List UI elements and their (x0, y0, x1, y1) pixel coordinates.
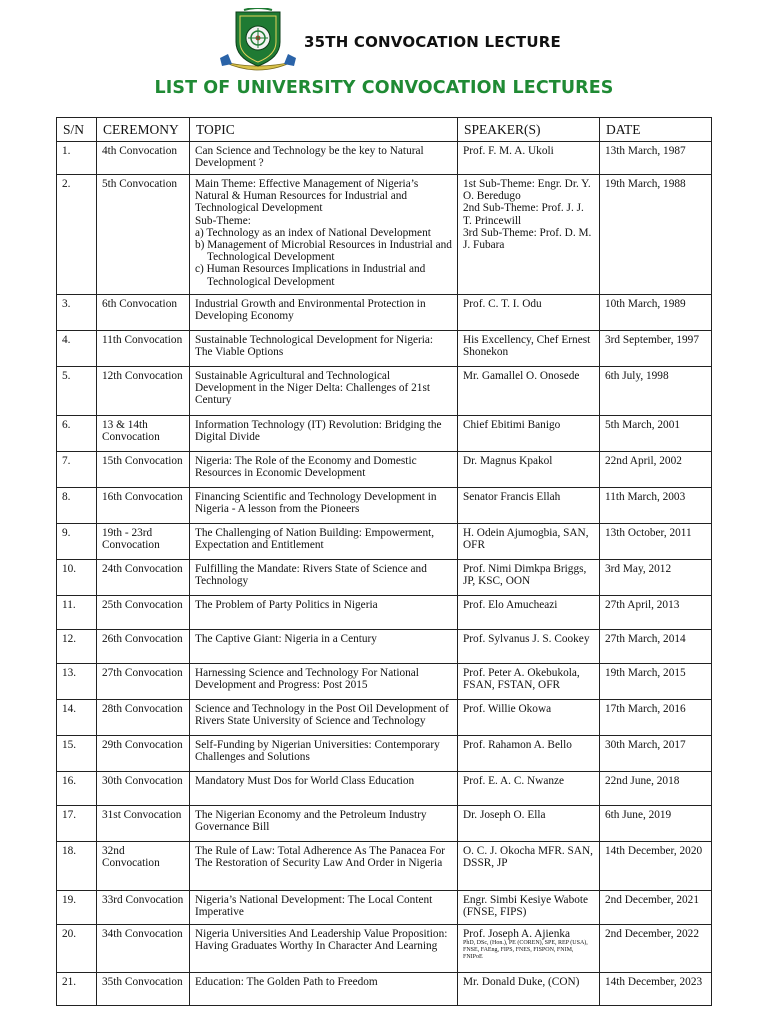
topic-line: Mandatory Must Dos for World Class Education (195, 775, 415, 787)
cell-topic (190, 295, 458, 331)
cell-sn: 6. (57, 416, 97, 452)
header-ceremony: CEREMONY (97, 118, 190, 142)
cell-speaker (458, 630, 600, 664)
cell-sn: 2. (57, 175, 97, 295)
cell-speaker (458, 700, 600, 736)
cell-topic (190, 596, 458, 630)
cell-ceremony: 30th Convocation (97, 772, 190, 806)
cell-ceremony: 25th Convocation (97, 596, 190, 630)
cell-ceremony: 28th Convocation (97, 700, 190, 736)
table-row (57, 891, 712, 925)
cell-ceremony: 19th - 23rd Convocation (97, 524, 190, 560)
cell-date: 13th October, 2011 (600, 524, 712, 560)
cell-sn: 13. (57, 664, 97, 700)
speaker-line: Prof. Joseph A. Ajienka (463, 928, 571, 940)
table-row (57, 630, 712, 664)
speaker-line: 3rd Sub-Theme: Prof. D. M. J. Fubara (463, 226, 592, 252)
topic-line: Nigeria: The Role of the Economy and Domestic Resources in Economic Development (195, 455, 417, 480)
cell-sn: 1. (57, 142, 97, 175)
cell-date: 14th December, 2023 (600, 973, 712, 1006)
list-title: LIST OF UNIVERSITY CONVOCATION LECTURES (154, 78, 614, 98)
cell-sn: 18. (57, 842, 97, 891)
table-row (57, 925, 712, 973)
cell-sn: 15. (57, 736, 97, 772)
table-row (57, 452, 712, 488)
cell-date: 11th March, 2003 (600, 488, 712, 524)
cell-topic (190, 524, 458, 560)
speaker-line: Dr. Magnus Kpakol (463, 455, 553, 467)
topic-line: The Problem of Party Politics in Nigeria (195, 599, 378, 611)
cell-ceremony: 15th Convocation (97, 452, 190, 488)
speaker-line: 1st Sub-Theme: Engr. Dr. Y. O. Beredugo (463, 178, 591, 203)
speaker-line: Prof. F. M. A. Ukoli (463, 145, 554, 157)
topic-line: Self-Funding by Nigerian Universities: Contemporary Challenges and Solutions (195, 739, 440, 764)
cell-topic (190, 488, 458, 524)
header-sn: S/N (57, 118, 97, 142)
cell-speaker (458, 295, 600, 331)
cell-sn: 7. (57, 452, 97, 488)
table-row (57, 367, 712, 416)
table-row (57, 806, 712, 842)
cell-date: 27th April, 2013 (600, 596, 712, 630)
cell-topic (190, 416, 458, 452)
cell-speaker (458, 175, 600, 295)
table-row (57, 295, 712, 331)
cell-ceremony: 5th Convocation (97, 175, 190, 295)
cell-sn: 21. (57, 973, 97, 1006)
speaker-line: O. C. J. Okocha MFR. SAN, DSSR, JP (463, 845, 593, 870)
speaker-line: Prof. E. A. C. Nwanze (463, 775, 565, 787)
cell-ceremony: 12th Convocation (97, 367, 190, 416)
cell-topic (190, 700, 458, 736)
cell-ceremony: 6th Convocation (97, 295, 190, 331)
cell-speaker (458, 367, 600, 416)
cell-date: 27th March, 2014 (600, 630, 712, 664)
table-row (57, 596, 712, 630)
topic-line: The Nigerian Economy and the Petroleum Industry Governance Bill (195, 809, 427, 834)
cell-topic (190, 367, 458, 416)
table-row (57, 700, 712, 736)
cell-topic (190, 452, 458, 488)
cell-speaker (458, 664, 600, 700)
cell-ceremony: 11th Convocation (97, 331, 190, 367)
cell-speaker (458, 772, 600, 806)
cell-topic (190, 842, 458, 891)
cell-speaker (458, 736, 600, 772)
cell-sn: 8. (57, 488, 97, 524)
cell-topic (190, 630, 458, 664)
table-row (57, 488, 712, 524)
cell-ceremony: 29th Convocation (97, 736, 190, 772)
topic-line: a) Technology as an index of National Development (195, 226, 431, 239)
cell-speaker (458, 452, 600, 488)
table-header-row (57, 118, 712, 142)
cell-date: 5th March, 2001 (600, 416, 712, 452)
cell-sn: 17. (57, 806, 97, 842)
speaker-line: Prof. Elo Amucheazi (463, 599, 558, 611)
cell-sn: 11. (57, 596, 97, 630)
cell-speaker (458, 331, 600, 367)
cell-ceremony: 35th Convocation (97, 973, 190, 1006)
topic-line: Harnessing Science and Technology For National Development and Progress: Post 2015 (195, 667, 419, 692)
table-row (57, 142, 712, 175)
topic-line: Nigeria’s National Development: The Local Content Imperative (195, 894, 433, 919)
topic-line: Science and Technology in the Post Oil Development of Rivers State University of Science and Technology (195, 703, 449, 728)
topic-line: Sustainable Agricultural and Technological Development in the Niger Delta: Challenges of 21st Century (195, 370, 430, 407)
cell-ceremony: 27th Convocation (97, 664, 190, 700)
header-speakers: SPEAKER(S) (458, 118, 600, 142)
cell-topic (190, 736, 458, 772)
topic-line: Can Science and Technology be the key to Natural Development ? (195, 145, 424, 170)
cell-speaker (458, 560, 600, 596)
speaker-line: H. Odein Ajumogbia, SAN, OFR (463, 527, 589, 552)
speaker-line: 2nd Sub-Theme: Prof. J. J. T. Princewill (463, 202, 584, 227)
cell-date: 22nd June, 2018 (600, 772, 712, 806)
table-row (57, 664, 712, 700)
cell-speaker (458, 416, 600, 452)
speaker-line: Mr. Donald Duke, (CON) (463, 976, 580, 988)
cell-sn: 3. (57, 295, 97, 331)
speaker-line: Prof. Peter A. Okebukola, FSAN, FSTAN, OFR (463, 667, 580, 692)
cell-sn: 9. (57, 524, 97, 560)
cell-topic (190, 664, 458, 700)
cell-topic (190, 560, 458, 596)
topic-line: Main Theme: Effective Management of Nigeria’s Natural & Human Resources for Industrial and Technological Development (195, 178, 419, 215)
topic-line: Information Technology (IT) Revolution: Bridging the Digital Divide (195, 419, 442, 444)
topic-line: Nigeria Universities And Leadership Value Proposition: Having Graduates Worthy In Character And Learning (195, 928, 448, 953)
cell-date: 22nd April, 2002 (600, 452, 712, 488)
cell-ceremony: 34th Convocation (97, 925, 190, 973)
topic-line: The Challenging of Nation Building: Empowerment, Expectation and Entitlement (195, 527, 435, 552)
topic-line: Sustainable Technological Development for Nigeria: The Viable Options (195, 334, 434, 359)
speaker-line: Prof. Sylvanus J. S. Cookey (463, 633, 590, 645)
cell-date: 6th June, 2019 (600, 806, 712, 842)
speaker-line: Senator Francis Ellah (463, 491, 561, 503)
speaker-line: Prof. Willie Okowa (463, 703, 552, 715)
table-row (57, 842, 712, 891)
page-title: 35TH CONVOCATION LECTURE (304, 33, 561, 51)
speaker-line: Prof. Rahamon A. Bello (463, 739, 572, 751)
cell-topic (190, 331, 458, 367)
cell-speaker (458, 891, 600, 925)
table-row (57, 416, 712, 452)
topic-line: The Captive Giant: Nigeria in a Century (195, 633, 377, 645)
cell-topic (190, 142, 458, 175)
topic-line: Sub-Theme: (195, 214, 251, 227)
cell-topic (190, 806, 458, 842)
cell-date: 3rd May, 2012 (600, 560, 712, 596)
cell-sn: 20. (57, 925, 97, 973)
cell-speaker (458, 842, 600, 891)
cell-topic (190, 973, 458, 1006)
cell-date: 19th March, 1988 (600, 175, 712, 295)
topic-line: Education: The Golden Path to Freedom (195, 976, 378, 988)
table-row (57, 973, 712, 1006)
speaker-line: His Excellency, Chef Ernest Shonekon (463, 334, 591, 359)
cell-speaker (458, 596, 600, 630)
cell-date: 2nd December, 2022 (600, 925, 712, 973)
speaker-line: Chief Ebitimi Banigo (463, 419, 561, 431)
table-row (57, 772, 712, 806)
cell-ceremony: 13 & 14th Convocation (97, 416, 190, 452)
header-topic: TOPIC (190, 118, 458, 142)
cell-date: 6th July, 1998 (600, 367, 712, 416)
topic-line: c) Human Resources Implications in Industrial and Technological Development (195, 263, 426, 288)
cell-date: 3rd September, 1997 (600, 331, 712, 367)
cell-topic (190, 925, 458, 973)
speaker-credentials: PhD, DSc, (Hon.), PE (COREN), SPE, REP (USA), FNSE, FAEng, FIPS, FNES, FISPON, FNIM, FNIPoE (463, 940, 588, 961)
table-row (57, 524, 712, 560)
cell-ceremony: 33rd Convocation (97, 891, 190, 925)
header-date: DATE (600, 118, 712, 142)
cell-date: 10th March, 1989 (600, 295, 712, 331)
cell-date: 2nd December, 2021 (600, 891, 712, 925)
cell-ceremony: 26th Convocation (97, 630, 190, 664)
cell-speaker (458, 806, 600, 842)
table-row (57, 175, 712, 295)
speaker-line: Engr. Simbi Kesiye Wabote (FNSE, FIPS) (463, 894, 589, 919)
table-row (57, 736, 712, 772)
cell-sn: 10. (57, 560, 97, 596)
table-row (57, 331, 712, 367)
cell-topic (190, 772, 458, 806)
cell-speaker (458, 142, 600, 175)
speaker-line: Mr. Gamallel O. Onosede (463, 370, 580, 382)
cell-sn: 19. (57, 891, 97, 925)
speaker-line: Dr. Joseph O. Ella (463, 809, 546, 821)
speaker-line: Prof. Nimi Dimkpa Briggs, JP, KSC, OON (463, 563, 587, 588)
speaker-line: Prof. C. T. I. Odu (463, 298, 542, 310)
table-body (57, 142, 712, 1006)
topic-line: Fulfilling the Mandate: Rivers State of Science and Technology (195, 563, 427, 588)
topic-line: Financing Scientific and Technology Development in Nigeria - A lesson from the Pioneers (195, 491, 437, 516)
cell-ceremony: 31st Convocation (97, 806, 190, 842)
cell-ceremony: 16th Convocation (97, 488, 190, 524)
cell-date: 14th December, 2020 (600, 842, 712, 891)
cell-date: 13th March, 1987 (600, 142, 712, 175)
cell-date: 30th March, 2017 (600, 736, 712, 772)
cell-speaker (458, 973, 600, 1006)
table-row (57, 560, 712, 596)
topic-line: Industrial Growth and Environmental Protection in Developing Economy (195, 298, 426, 323)
cell-sn: 16. (57, 772, 97, 806)
topic-line: b) Management of Microbial Resources in Industrial and Technological Development (195, 239, 452, 264)
cell-ceremony: 24th Convocation (97, 560, 190, 596)
cell-ceremony: 32nd Convocation (97, 842, 190, 891)
cell-ceremony: 4th Convocation (97, 142, 190, 175)
cell-speaker (458, 524, 600, 560)
cell-sn: 4. (57, 331, 97, 367)
cell-speaker (458, 925, 600, 973)
cell-sn: 12. (57, 630, 97, 664)
cell-speaker (458, 488, 600, 524)
university-crest-logo (218, 8, 298, 74)
topic-line: The Rule of Law: Total Adherence As The Panacea For The Restoration of Security Law And Order in Nigeria (195, 845, 446, 870)
convocation-lectures-table (56, 117, 712, 1006)
cell-sn: 5. (57, 367, 97, 416)
cell-date: 19th March, 2015 (600, 664, 712, 700)
cell-topic (190, 175, 458, 295)
cell-sn: 14. (57, 700, 97, 736)
cell-topic (190, 891, 458, 925)
cell-date: 17th March, 2016 (600, 700, 712, 736)
